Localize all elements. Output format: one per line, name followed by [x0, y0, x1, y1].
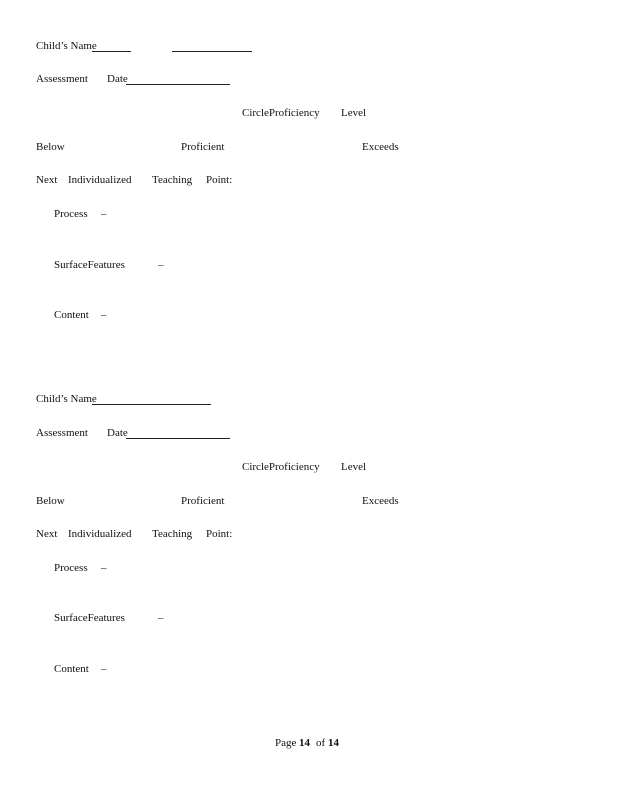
next-label: Next [36, 174, 58, 186]
individualized-label: Individualized [68, 174, 132, 186]
childs-name-blank [92, 404, 211, 405]
date-label: Date [107, 427, 128, 439]
proficient-option: Proficient [181, 495, 225, 507]
process-label: Process [54, 562, 88, 574]
assessment-label: Assessment [36, 73, 88, 85]
teaching-label: Teaching [152, 174, 193, 186]
assessment-label: Assessment [36, 427, 88, 439]
point-label: Point: [206, 528, 233, 540]
total-pages: 14 [328, 737, 339, 749]
next-label: Next [36, 528, 58, 540]
date-label: Date [107, 73, 128, 85]
surface-features-label: SurfaceFeatures [54, 259, 125, 271]
circle-proficiency-label: CircleProficiency [242, 461, 320, 473]
page-label: Page [275, 737, 297, 749]
page-number: 14 [299, 737, 310, 749]
date-blank [126, 84, 230, 85]
proficient-option: Proficient [181, 141, 225, 153]
of-label: of [316, 737, 326, 749]
content-dash: – [101, 663, 107, 675]
surface-features-dash: – [158, 259, 164, 271]
exceeds-option: Exceeds [362, 141, 399, 153]
process-label: Process [54, 208, 88, 220]
childs-name-label: Child’s Name [36, 393, 97, 405]
surface-features-dash: – [158, 612, 164, 624]
process-dash: – [101, 562, 107, 574]
level-label: Level [341, 461, 367, 473]
individualized-label: Individualized [68, 528, 132, 540]
content-label: Content [54, 309, 89, 321]
teaching-label: Teaching [152, 528, 193, 540]
childs-name-label: Child’s Name [36, 40, 97, 52]
content-dash: – [101, 309, 107, 321]
point-label: Point: [206, 174, 233, 186]
below-option: Below [36, 495, 65, 507]
childs-name-blank-2 [172, 51, 252, 52]
circle-proficiency-label: CircleProficiency [242, 107, 320, 119]
content-label: Content [54, 663, 89, 675]
process-dash: – [101, 208, 107, 220]
childs-name-blank [92, 51, 131, 52]
level-label: Level [341, 107, 367, 119]
date-blank [126, 438, 230, 439]
surface-features-label: SurfaceFeatures [54, 612, 125, 624]
exceeds-option: Exceeds [362, 495, 399, 507]
below-option: Below [36, 141, 65, 153]
